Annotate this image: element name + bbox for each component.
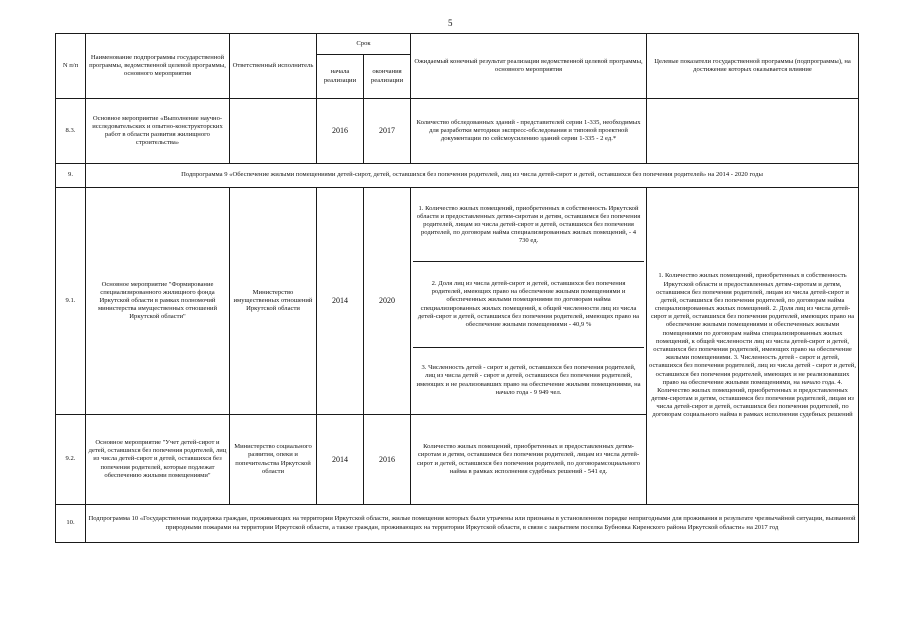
row-9-2-num: 9.2. — [56, 415, 86, 505]
header-term: Срок — [317, 34, 411, 55]
row-9 — [56, 164, 859, 188]
row-8-3-end: 2017 — [364, 99, 411, 164]
row-8-3-executor — [230, 99, 317, 164]
header-name: Наименование подпрограммы государственной программы, ведомственной целевой программы, основного мероприятия — [86, 34, 230, 99]
header-start: начала реализации — [317, 55, 364, 99]
row-9-2-end: 2016 — [364, 415, 411, 505]
page-number: 5 — [448, 18, 453, 28]
header-row-1 — [56, 34, 859, 55]
row-9-1-results — [411, 188, 647, 415]
row-8-3-result: Количество обследованных зданий - представителей серии 1-335, необходимых для разработки методики экспресс-обследования и типовой проектной документации по сейсмоусилению зданий серии 1-335 - 2 ед.* — [411, 99, 647, 164]
header-end: окончания реализации — [364, 55, 411, 99]
subprogram-9-title: Подпрограмма 9 «Обеспечение жилыми помещениями детей-сирот, детей, оставшихся без попечения родителей, лиц из числа детей-сирот и детей, оставшихся без попечения родителей» на 2014 - 2020 годы — [86, 164, 859, 188]
subprogram-10-title: Подпрограмма 10 «Государственная поддержка граждан, проживающих на территории Иркутской области, жилые помещения которых были утрачены или признаны в установленном порядке непригодными для проживания в результате чрезвычайной ситуации, вызванной природными пожарами на территории Иркутской области, а также граждан, проживающих на территории Иркутской области, в связи с закрытием поселка Бубновка Киренского района Иркутской области» на 2017 год — [86, 505, 859, 543]
row-10 — [56, 505, 859, 543]
row-9-1-executor: Министерство имущественных отношений Иркутской области — [230, 188, 317, 415]
header-indicators: Целевые показатели государственной программы (подпрограммы), на достижение которых оказывается влияние — [647, 34, 859, 99]
subprogram-9-indicators: 1. Количество жилых помещений, приобретенных в собственность Иркутской области и предоставленных детям-сиротам и детям, оставшимся без попечения родителей, лицам из числа детей-сирот и детей, оставшихся без попечения родителей, по договорам найма специализированных жилых помещений. 2. Доля лиц из числа детей-сирот и детей, оставшихся без попечения родителей, имеющих право на обеспечение жилыми помещениями и обеспеченных жилыми помещениями по договорам найма специализированных жилых помещений, к общей численности лиц из числа детей-сирот и детей, оставшихся без попечения родителей, имеющих право на обеспечение жилыми помещениями. 3. Численность детей - сирот и детей, оставшихся без попечения родителей, лиц из числа детей - сирот и детей, оставшихся без попечения родителей, имеющих и не реализовавших право на обеспечение жилыми помещениями, на начало года. 4. Количество жилых помещений, приобретенных и предоставленных детям-сиротам и детям, оставшимся без попечения родителей, лицам из числа детей-сирот и детей, оставшихся без попечения родителей, по договорам социального найма в рамках исполнения судебных решений — [647, 188, 859, 505]
row-8-3-indicators — [647, 99, 859, 164]
row-9-1-num: 9.1. — [56, 188, 86, 415]
row-8-3-name: Основное мероприятие «Выполнение научно-исследовательских и опытно-конструкторских работ в области развития жилищного строительства» — [86, 99, 230, 164]
row-10-num: 10. — [56, 505, 86, 543]
row-9-1-start: 2014 — [317, 188, 364, 415]
header-executor: Ответственный исполнитель — [230, 34, 317, 99]
row-9-2-executor: Министерство социального развития, опеки и попечительства Иркутской области — [230, 415, 317, 505]
row-9-1 — [56, 188, 859, 415]
header-num: N п/п — [56, 34, 86, 99]
program-table — [55, 33, 859, 543]
row-8-3-num: 8.3. — [56, 99, 86, 164]
row-9-2-result: Количество жилых помещений, приобретенных и предоставленных детям-сиротам и детям, оставшимся без попечения родителей, лицам из числа детей-сирот и детей, оставшихся без попечения родителей, по договорамсоциального найма в рамках исполнения судебных решений - 541 ед. — [411, 415, 647, 505]
header-result: Ожидаемый конечный результат реализации ведомственной целевой программы, основного мероприятия — [411, 34, 647, 99]
row-9-2-start: 2014 — [317, 415, 364, 505]
row-9-2-name: Основное мероприятие "Учет детей-сирот и детей, оставшихся без попечения родителей, лиц из числа детей-сирот и детей, оставшихся без попечения родителей, которые подлежат обеспечению жилыми помещениями" — [86, 415, 230, 505]
row-8-3 — [56, 99, 859, 164]
row-9-1-result-1: 1. Количество жилых помещений, приобретенных в собственность Иркутской области и предоставленных детям-сиротам и детям, оставшимся без попечения родителей, лицам из числа детей-сирот и детей, оставшихся без попечения родителей, по договорам найма специализированных жилых помещений, - 4 730 ед. — [413, 189, 644, 262]
row-9-1-name: Основное мероприятие "Формирование специализированного жилищного фонда Иркутской области в рамках полномочий министерства имущественных отношений Иркутской области" — [86, 188, 230, 415]
row-9-1-result-2: 2. Доля лиц из числа детей-сирот и детей, оставшихся без попечения родителей, имеющих право на обеспечение жилыми помещениями и обеспеченных жилыми помещениями по договорам найма специализированных жилых помещений, к общей численности лиц из числа детей-сирот и детей, оставшихся без попечения родителей, имеющих право на обеспечение жилыми помещениями - 40,9 % — [413, 262, 644, 348]
row-8-3-start: 2016 — [317, 99, 364, 164]
row-9-1-end: 2020 — [364, 188, 411, 415]
row-9-num: 9. — [56, 164, 86, 188]
row-9-1-result-3: 3. Численность детей - сирот и детей, оставшихся без попечения родителей, лиц из числа детей - сирот и детей, оставшихся без попечения родителей, имеющих и не реализовавших право на обеспечение жилыми помещениями, на начало года - 9 949 чел. — [416, 364, 641, 396]
